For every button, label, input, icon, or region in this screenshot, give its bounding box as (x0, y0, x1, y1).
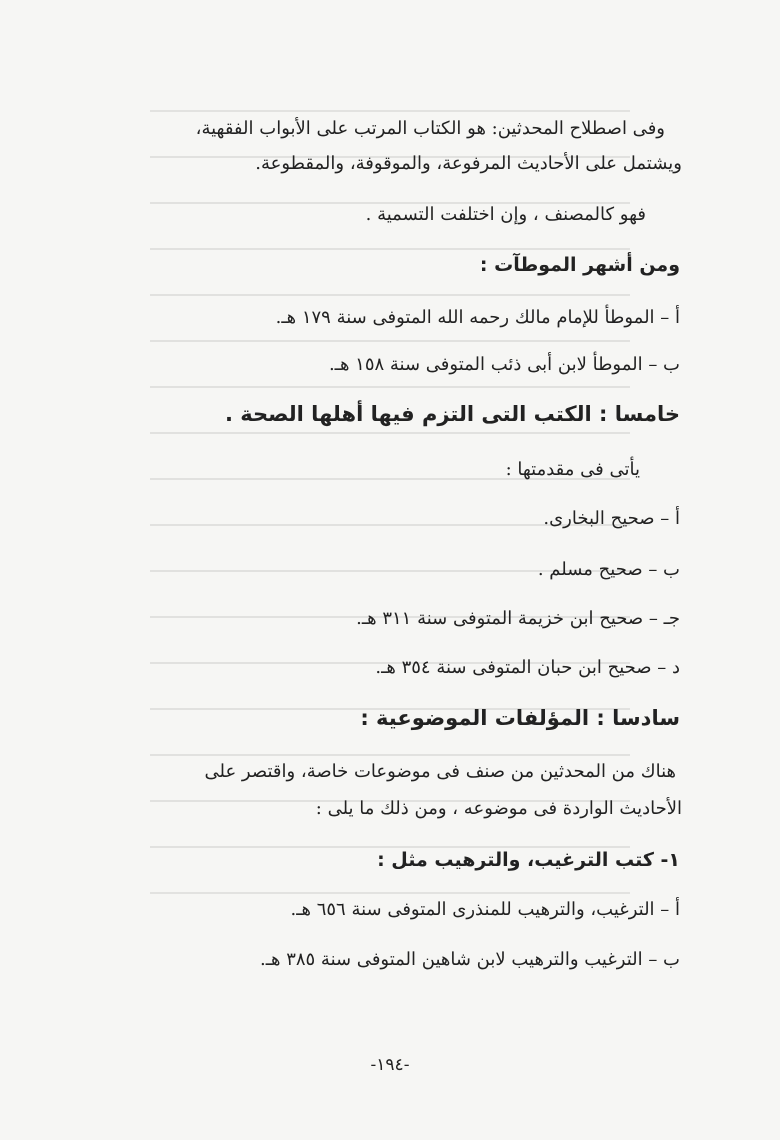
paragraph-sixth-line-2: الأحاديث الواردة فى موضوعه ، ومن ذلك ما يلى : (315, 798, 682, 819)
page-number: -١٩٤- (370, 1055, 410, 1075)
list-item-sahih-c: جـ – صحيح ابن خزيمة المتوفى سنة ٣١١ هـ. (356, 608, 680, 629)
definition-line-1: وفى اصطلاح المحدثين: هو الكتاب المرتب على الأبواب الفقهية، (195, 118, 665, 139)
list-item-sahih-d: د – صحيح ابن حبان المتوفى سنة ٣٥٤ هـ. (375, 657, 680, 678)
section-heading-sixth: سادسا : المؤلفات الموضوعية : (360, 706, 680, 730)
definition-line-3: فهو كالمصنف ، وإن اختلفت التسمية . (365, 204, 646, 225)
section-heading-muwatta: ومن أشهر الموطآت : (479, 254, 680, 276)
list-item-targhib-a: أ – الترغيب، والترهيب للمنذرى المتوفى سنة ٦٥٦ هـ. (290, 899, 680, 920)
list-item-targhib-b: ب – الترغيب والترهيب لابن شاهين المتوفى سنة ٣٨٥ هـ. (259, 949, 680, 970)
subheading-targhib: ١- كتب الترغيب، والترهيب مثل : (377, 849, 680, 871)
list-item-sahih-b: ب – صحيح مسلم . (537, 559, 680, 580)
list-item-muwatta-a: أ – الموطأ للإمام مالك رحمه الله المتوفى سنة ١٧٩ هـ. (275, 307, 680, 328)
intro-line-fifth: يأتى فى مقدمتها : (505, 459, 640, 480)
list-item-sahih-a: أ – صحيح البخارى. (543, 508, 680, 529)
list-item-muwatta-b: ب – الموطأ لابن أبى ذئب المتوفى سنة ١٥٨ هـ. (328, 354, 680, 375)
section-heading-fifth: خامسا : الكتب التى التزم فيها أهلها الصحة . (224, 402, 680, 426)
paragraph-sixth-line-1: هناك من المحدثين من صنف فى موضوعات خاصة، واقتصر على (204, 761, 676, 782)
definition-line-2: ويشتمل على الأحاديث المرفوعة، والموقوفة، والمقطوعة. (255, 153, 682, 174)
